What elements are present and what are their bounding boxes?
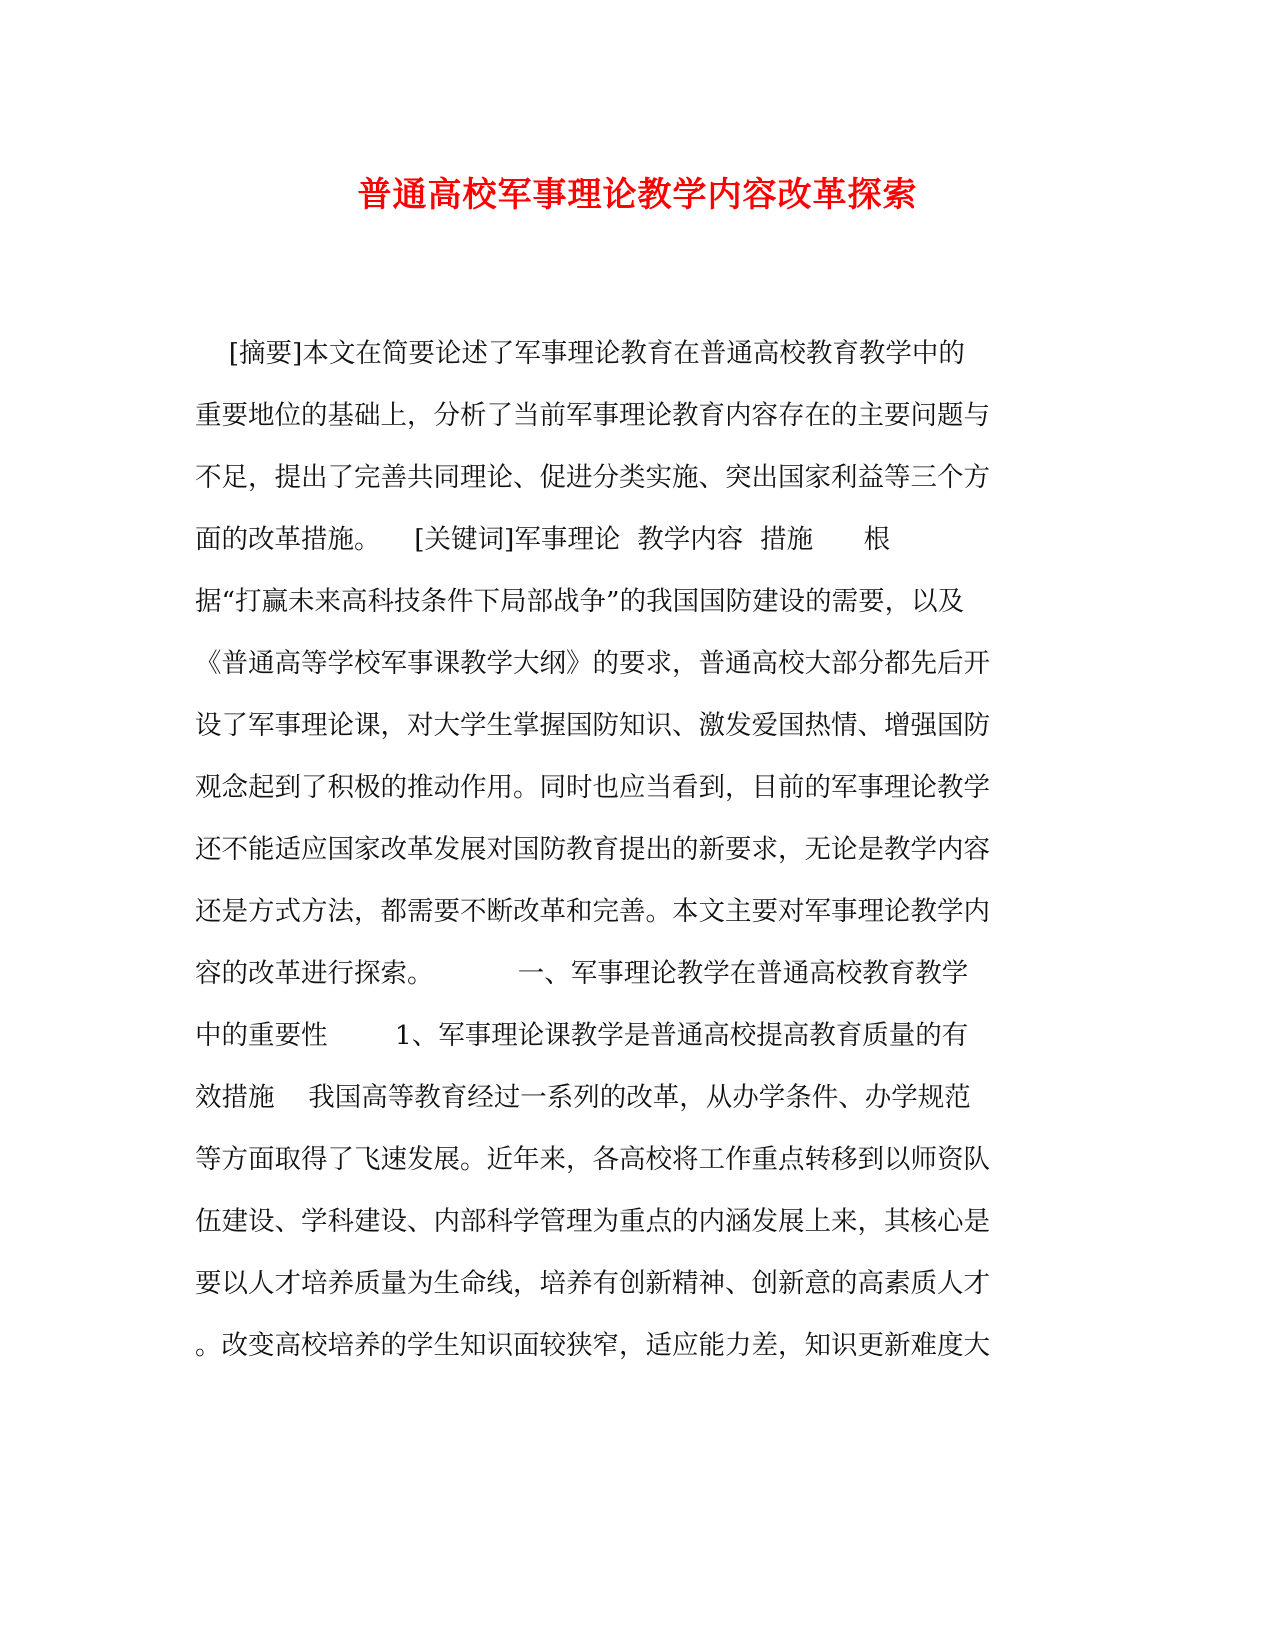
body-line: 要以人才培养质量为生命线，培养有创新精神、创新意的高素质人才 [195, 1268, 990, 1299]
body-line: 等方面取得了飞速发展。近年来，各高校将工作重点转移到以师资队 [195, 1144, 990, 1175]
body-line: 中的重要性 1、军事理论课教学是普通高校提高教育质量的有 [195, 1020, 969, 1051]
body-line: 观念起到了积极的推动作用。同时也应当看到，目前的军事理论教学 [195, 772, 990, 803]
body-line: 容的改革进行探索。 一、军事理论教学在普通高校教育教学 [195, 958, 969, 989]
body-line: 面的改革措施。 [关键词]军事理论 教学内容 措施 根 [195, 524, 891, 555]
body-line: 《普通高等学校军事课教学大纲》的要求，普通高校大部分都先后开 [195, 648, 990, 679]
body-line: 还是方式方法，都需要不断改革和完善。本文主要对军事理论教学内 [195, 896, 990, 927]
body-line: 重要地位的基础上，分析了当前军事理论教育内容存在的主要问题与 [195, 400, 990, 431]
body-line: 还不能适应国家改革发展对国防教育提出的新要求，无论是教学内容 [195, 834, 990, 865]
body-line: 设了军事理论课，对大学生掌握国防知识、激发爱国热情、增强国防 [195, 710, 990, 741]
body-line: 不足，提出了完善共同理论、促进分类实施、突出国家利益等三个方 [195, 462, 990, 493]
body-line: 伍建设、学科建设、内部科学管理为重点的内涵发展上来，其核心是 [195, 1206, 990, 1237]
document-title: 普通高校军事理论教学内容改革探索 [357, 175, 918, 215]
body-line: 。改变高校培养的学生知识面较狭窄，适应能力差，知识更新难度大 [195, 1330, 990, 1361]
body-line: 效措施 我国高等教育经过一系列的改革，从办学条件、办学规范 [195, 1082, 971, 1113]
body-line: 据“打赢未来高科技条件下局部战争”的我国国防建设的需要，以及 [195, 586, 965, 617]
body-line: [摘要]本文在简要论述了军事理论教育在普通高校教育教学中的 [195, 338, 965, 369]
